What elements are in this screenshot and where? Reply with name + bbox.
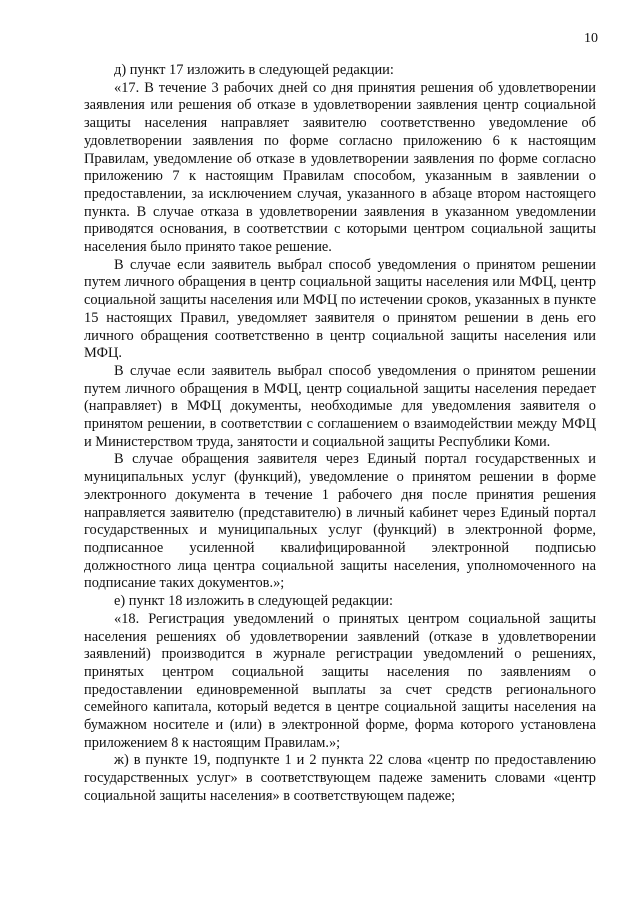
document-body <box>84 62 596 806</box>
paragraph-point-18: «18. Регистрация уведомлений о принятых центром социальной защиты населения решениях об удовлетворении заявлений (отказе в удовлетворении заявлений) производится в журнале регистрации уведомлений о решениях, принятых центром социальной защиты населения по заявлениям о предоставлении единовременной выплаты за счет средств регионального семейного капитала, который ведется в центре социальной защиты населения на бумажном носителе и (или) в электронной форме, форма которого установлена приложением 8 к настоящим Правилам.»; <box>84 610 596 751</box>
paragraph-item-e: е) пункт 18 изложить в следующей редакции: <box>114 593 393 610</box>
paragraph-personal-visit: В случае если заявитель выбрал способ уведомления о принятом решении путем личного обращения в центр социальной защиты населения или МФЦ, центр социальной защиты населения или МФЦ по истечении сроков, указанных в пункте 15 настоящих Правил, уведомляет заявителя о принятом решении в день его личного обращения соответственно в центр социальной защиты населения или МФЦ. <box>84 256 596 362</box>
page-number: 10 <box>584 31 598 46</box>
paragraph-point-17: «17. В течение 3 рабочих дней со дня принятия решения об удовлетворении заявления или решения об отказе в удовлетворении заявления центр социальной защиты населения направляет заявителю соответственно уведомление об удовлетворении заявления по форме согласно приложению 6 к настоящим Правилам, уведомление об отказе в удовлетворении заявления по форме согласно приложению 7 к настоящим Правилам способом, указанным в заявлении о предоставлении, за исключением случая, указанного в абзаце втором настоящего пункта. В случае отказа в удовлетворении заявления в указанном уведомлении приводятся основания, в соответствии с которыми центром социальной защиты населения было принято такое решение. <box>84 79 596 256</box>
paragraph-item-zh: ж) в пункте 19, подпункте 1 и 2 пункта 22 слова «центр по предоставлению государственных услуг» в соответствующем падеже заменить словами «центр социальной защиты населения» в соответствующем падеже; <box>84 752 596 804</box>
paragraph-mfc-transfer: В случае если заявитель выбрал способ уведомления о принятом решении путем личного обращения в МФЦ, центр социальной защиты населения передает (направляет) в МФЦ документы, необходимые для уведомления заявителя о принятом решении, в соответствии с соглашением о взаимодействии между МФЦ и Министерством труда, занятости и социальной защиты Республики Коми. <box>84 362 596 450</box>
paragraph-item-d: д) пункт 17 изложить в следующей редакции: <box>114 62 394 78</box>
paragraph-unified-portal: В случае обращения заявителя через Единый портал государственных и муниципальных услуг (функций), уведомление о принятом решении в форме электронного документа в течение 1 рабочего дня после принятия решения направляется заявителю (представителю) в личный кабинет через Единый портал государственных и муниципальных услуг (функций) в электронной форме, подписанное усиленной квалифицированной электронной подписью должностного лица центра социальной защиты населения, уполномоченного на подписание таких документов.»; <box>84 451 596 592</box>
